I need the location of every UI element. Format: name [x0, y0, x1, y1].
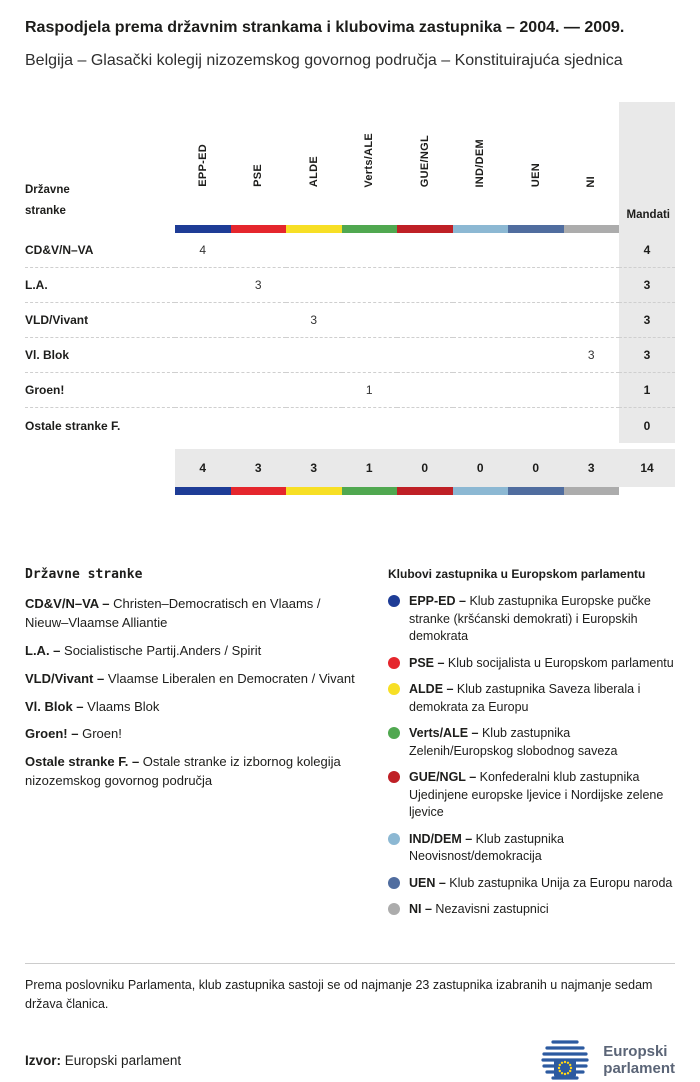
seat-value-cell	[508, 338, 564, 373]
group-legend-item	[388, 875, 675, 893]
group-color-bar	[564, 225, 620, 233]
seat-value-cell	[564, 373, 620, 408]
group-legend-term: IND/DEM –	[409, 831, 473, 846]
group-legend-text: ALDE – Klub zastupnika Saveza liberala i demokrata za Europu	[409, 682, 641, 714]
total-value-cell: 3	[231, 449, 287, 487]
seat-value-cell	[397, 303, 453, 338]
seat-value-cell	[286, 233, 342, 268]
seat-value-cell	[508, 303, 564, 338]
group-legend-item	[388, 831, 675, 866]
legend-groups	[388, 567, 675, 919]
group-legend-text: GUE/NGL – Konfederalni klub zastupnika Ujedinjene europske ljevice i Nordijske zelene ljevice	[409, 770, 664, 820]
seat-value-cell	[397, 233, 453, 268]
legend-parties	[25, 567, 388, 919]
party-legend-term: VLD/Vivant –	[25, 670, 105, 686]
legend-groups-heading: Klubovi zastupnika u Europskom parlamentu	[388, 567, 646, 582]
mandates-value-cell: 3	[619, 303, 675, 338]
total-value-cell: 4	[175, 449, 231, 487]
group-color-bar	[508, 487, 564, 495]
group-label: GUE/NGL	[418, 134, 431, 188]
seat-value-cell	[564, 233, 620, 268]
group-column-header	[342, 102, 398, 225]
group-column-header	[175, 102, 231, 225]
seat-value-cell: 3	[231, 268, 287, 303]
party-legend-item: Ostale stranke F. – Ostale stranke iz izbornog kolegija nizozemskog govornog područja	[25, 754, 341, 789]
total-value-cell: 3	[564, 449, 620, 487]
seat-value-cell	[397, 408, 453, 443]
total-value-cell: 0	[397, 449, 453, 487]
group-color-bar	[175, 225, 231, 233]
seat-value-cell	[453, 233, 509, 268]
group-color-dot	[388, 903, 400, 915]
group-color-bar	[508, 225, 564, 233]
total-mandates-cell: 14	[619, 449, 675, 487]
group-color-bar	[342, 487, 398, 495]
seat-value-cell	[342, 268, 398, 303]
total-value-cell: 3	[286, 449, 342, 487]
page-subtitle: Belgija – Glasački kolegij nizozemskog govornog područja – Konstituirajuća sjednica	[25, 51, 623, 69]
ep-logo	[537, 1038, 675, 1082]
group-column-header	[397, 102, 453, 225]
seat-value-cell	[453, 268, 509, 303]
party-legend-term: Ostale stranke F. –	[25, 754, 140, 770]
source-line	[25, 1053, 181, 1068]
group-color-bar	[453, 225, 509, 233]
group-color-bar	[231, 225, 287, 233]
party-legend-term: CD&V/N–VA –	[25, 596, 110, 612]
seat-value-cell	[231, 303, 287, 338]
party-name-cell: Groen!	[25, 373, 175, 408]
group-legend-term: Verts/ALE –	[409, 726, 479, 741]
seat-value-cell: 3	[286, 303, 342, 338]
group-color-bar	[397, 487, 453, 495]
group-color-dot	[388, 877, 400, 889]
seat-value-cell	[342, 338, 398, 373]
group-column-header	[508, 102, 564, 225]
group-legend-term: UEN –	[409, 875, 446, 890]
party-name-cell: Ostale stranke F.	[25, 418, 121, 433]
seat-value-cell	[175, 303, 231, 338]
ep-logo-text-line1: Europski	[603, 1043, 668, 1061]
seat-value-cell	[175, 268, 231, 303]
source-value: Europski parlament	[64, 1052, 182, 1068]
group-label: NI	[585, 175, 598, 188]
group-label: UEN	[529, 163, 542, 188]
total-value-cell: 1	[342, 449, 398, 487]
group-label: Verts/ALE	[363, 132, 376, 188]
group-legend-item	[388, 901, 675, 919]
party-legend-item: Groen! – Groen!	[25, 726, 122, 742]
seat-value-cell	[564, 408, 620, 443]
seat-value-cell	[175, 338, 231, 373]
total-value-cell: 0	[508, 449, 564, 487]
seat-value-cell	[231, 233, 287, 268]
seat-value-cell	[342, 408, 398, 443]
group-color-bar	[453, 487, 509, 495]
group-column-header	[564, 102, 620, 225]
seat-value-cell	[175, 373, 231, 408]
group-color-dot	[388, 683, 400, 695]
group-color-dot	[388, 657, 400, 669]
source-label: Izvor:	[25, 1052, 62, 1068]
ep-logo-text	[603, 1043, 675, 1078]
party-legend-term: Vl. Blok –	[25, 698, 84, 714]
party-name-cell: CD&V/N–VA	[25, 233, 175, 268]
group-legend-item	[388, 593, 675, 646]
group-legend-text: IND/DEM – Klub zastupnika Neovisnost/demokracija	[409, 831, 564, 864]
seat-value-cell	[342, 233, 398, 268]
party-legend-term: Groen! –	[25, 726, 79, 742]
legend-groups-list	[388, 593, 675, 919]
group-label: ALDE	[307, 156, 320, 188]
group-legend-item	[388, 681, 675, 716]
group-color-bar	[286, 225, 342, 233]
mandates-value-cell: 3	[619, 268, 675, 303]
legend-section	[25, 567, 675, 919]
mandates-column-header: Mandati	[626, 209, 670, 222]
group-color-bar	[231, 487, 287, 495]
seat-value-cell: 4	[175, 233, 231, 268]
seat-value-cell	[508, 233, 564, 268]
group-legend-item	[388, 655, 675, 673]
party-legend-item: Vl. Blok – Vlaams Blok	[25, 698, 160, 714]
group-color-dot	[388, 727, 400, 739]
group-column-header	[231, 102, 287, 225]
seat-value-cell	[286, 408, 342, 443]
group-legend-text: Verts/ALE – Klub zastupnika Zelenih/Europskog slobodnog saveza	[409, 726, 618, 758]
footer	[25, 1038, 675, 1082]
group-legend-item	[388, 769, 675, 822]
seat-value-cell	[453, 408, 509, 443]
party-name-cell: VLD/Vivant	[25, 303, 175, 338]
seat-value-cell	[564, 303, 620, 338]
mandates-value-cell: 3	[619, 338, 675, 373]
seat-distribution-table	[25, 102, 675, 495]
seat-value-cell: 1	[342, 373, 398, 408]
page-title: Raspodjela prema državnim strankama i klubovima zastupnika – 2004. — 2009.	[25, 19, 625, 36]
group-color-dot	[388, 595, 400, 607]
mandates-value-cell: 1	[619, 373, 675, 408]
group-color-bar	[564, 487, 620, 495]
seat-value-cell	[231, 338, 287, 373]
group-legend-term: ALDE –	[409, 682, 454, 697]
party-legend-item: VLD/Vivant – Vlaamse Liberalen en Democraten / Vivant	[25, 670, 355, 686]
seat-value-cell	[175, 408, 231, 443]
group-color-bar	[286, 487, 342, 495]
group-legend-text: NI – Nezavisni zastupnici	[409, 902, 549, 917]
seat-value-cell	[342, 303, 398, 338]
total-value-cell: 0	[453, 449, 509, 487]
seat-value-cell	[286, 268, 342, 303]
party-legend-item: CD&V/N–VA – Christen–Democratisch en Vlaams / Nieuw–Vlaamse Alliantie	[25, 596, 321, 631]
group-legend-text: EPP-ED – Klub zastupnika Europske pučke stranke (kršćanski demokrati) i Europskih demokrata	[409, 594, 651, 644]
seat-value-cell	[231, 373, 287, 408]
seat-value-cell: 3	[564, 338, 620, 373]
group-legend-term: EPP-ED –	[409, 594, 466, 609]
legend-parties-list	[25, 595, 365, 791]
group-legend-text: UEN – Klub zastupnika Unija za Europu naroda	[409, 875, 673, 890]
group-color-dot	[388, 833, 400, 845]
group-legend-term: PSE –	[409, 655, 445, 670]
mandates-value-cell: 4	[619, 233, 675, 268]
row-header-label: Državne stranke	[25, 183, 70, 217]
seat-value-cell	[453, 338, 509, 373]
group-legend-term: GUE/NGL –	[409, 770, 477, 785]
seat-value-cell	[508, 373, 564, 408]
group-label: PSE	[252, 164, 265, 188]
group-column-header	[453, 102, 509, 225]
footnote: Prema poslovniku Parlamenta, klub zastupnika sastoji se od najmanje 23 zastupnika izabranih u najmanje sedam država članica.	[25, 963, 675, 1015]
group-color-bar	[175, 487, 231, 495]
seat-value-cell	[231, 408, 287, 443]
seat-value-cell	[564, 268, 620, 303]
seat-value-cell	[397, 338, 453, 373]
group-color-bar	[397, 225, 453, 233]
group-legend-item	[388, 725, 675, 760]
group-label: EPP-ED	[196, 144, 209, 188]
seat-value-cell	[397, 268, 453, 303]
seat-value-cell	[508, 268, 564, 303]
party-legend-item: L.A. – Socialistische Partij.Anders / Spirit	[25, 642, 262, 658]
group-color-bar	[342, 225, 398, 233]
party-legend-term: L.A. –	[25, 642, 61, 658]
group-color-dot	[388, 771, 400, 783]
group-label: IND/DEM	[474, 138, 487, 188]
group-column-header	[286, 102, 342, 225]
seat-value-cell	[508, 408, 564, 443]
seat-value-cell	[453, 303, 509, 338]
ep-logo-text-line2: parlament	[603, 1060, 675, 1078]
legend-parties-heading: Državne stranke	[25, 567, 143, 583]
mandates-value-cell: 0	[619, 408, 675, 443]
party-name-cell: L.A.	[25, 268, 175, 303]
group-legend-text: PSE – Klub socijalista u Europskom parlamentu	[409, 655, 674, 670]
party-name-cell: Vl. Blok	[25, 338, 175, 373]
group-legend-term: NI –	[409, 902, 432, 917]
seat-value-cell	[397, 373, 453, 408]
seat-value-cell	[286, 338, 342, 373]
seat-value-cell	[286, 373, 342, 408]
ep-parliament-icon	[537, 1038, 593, 1082]
seat-value-cell	[453, 373, 509, 408]
